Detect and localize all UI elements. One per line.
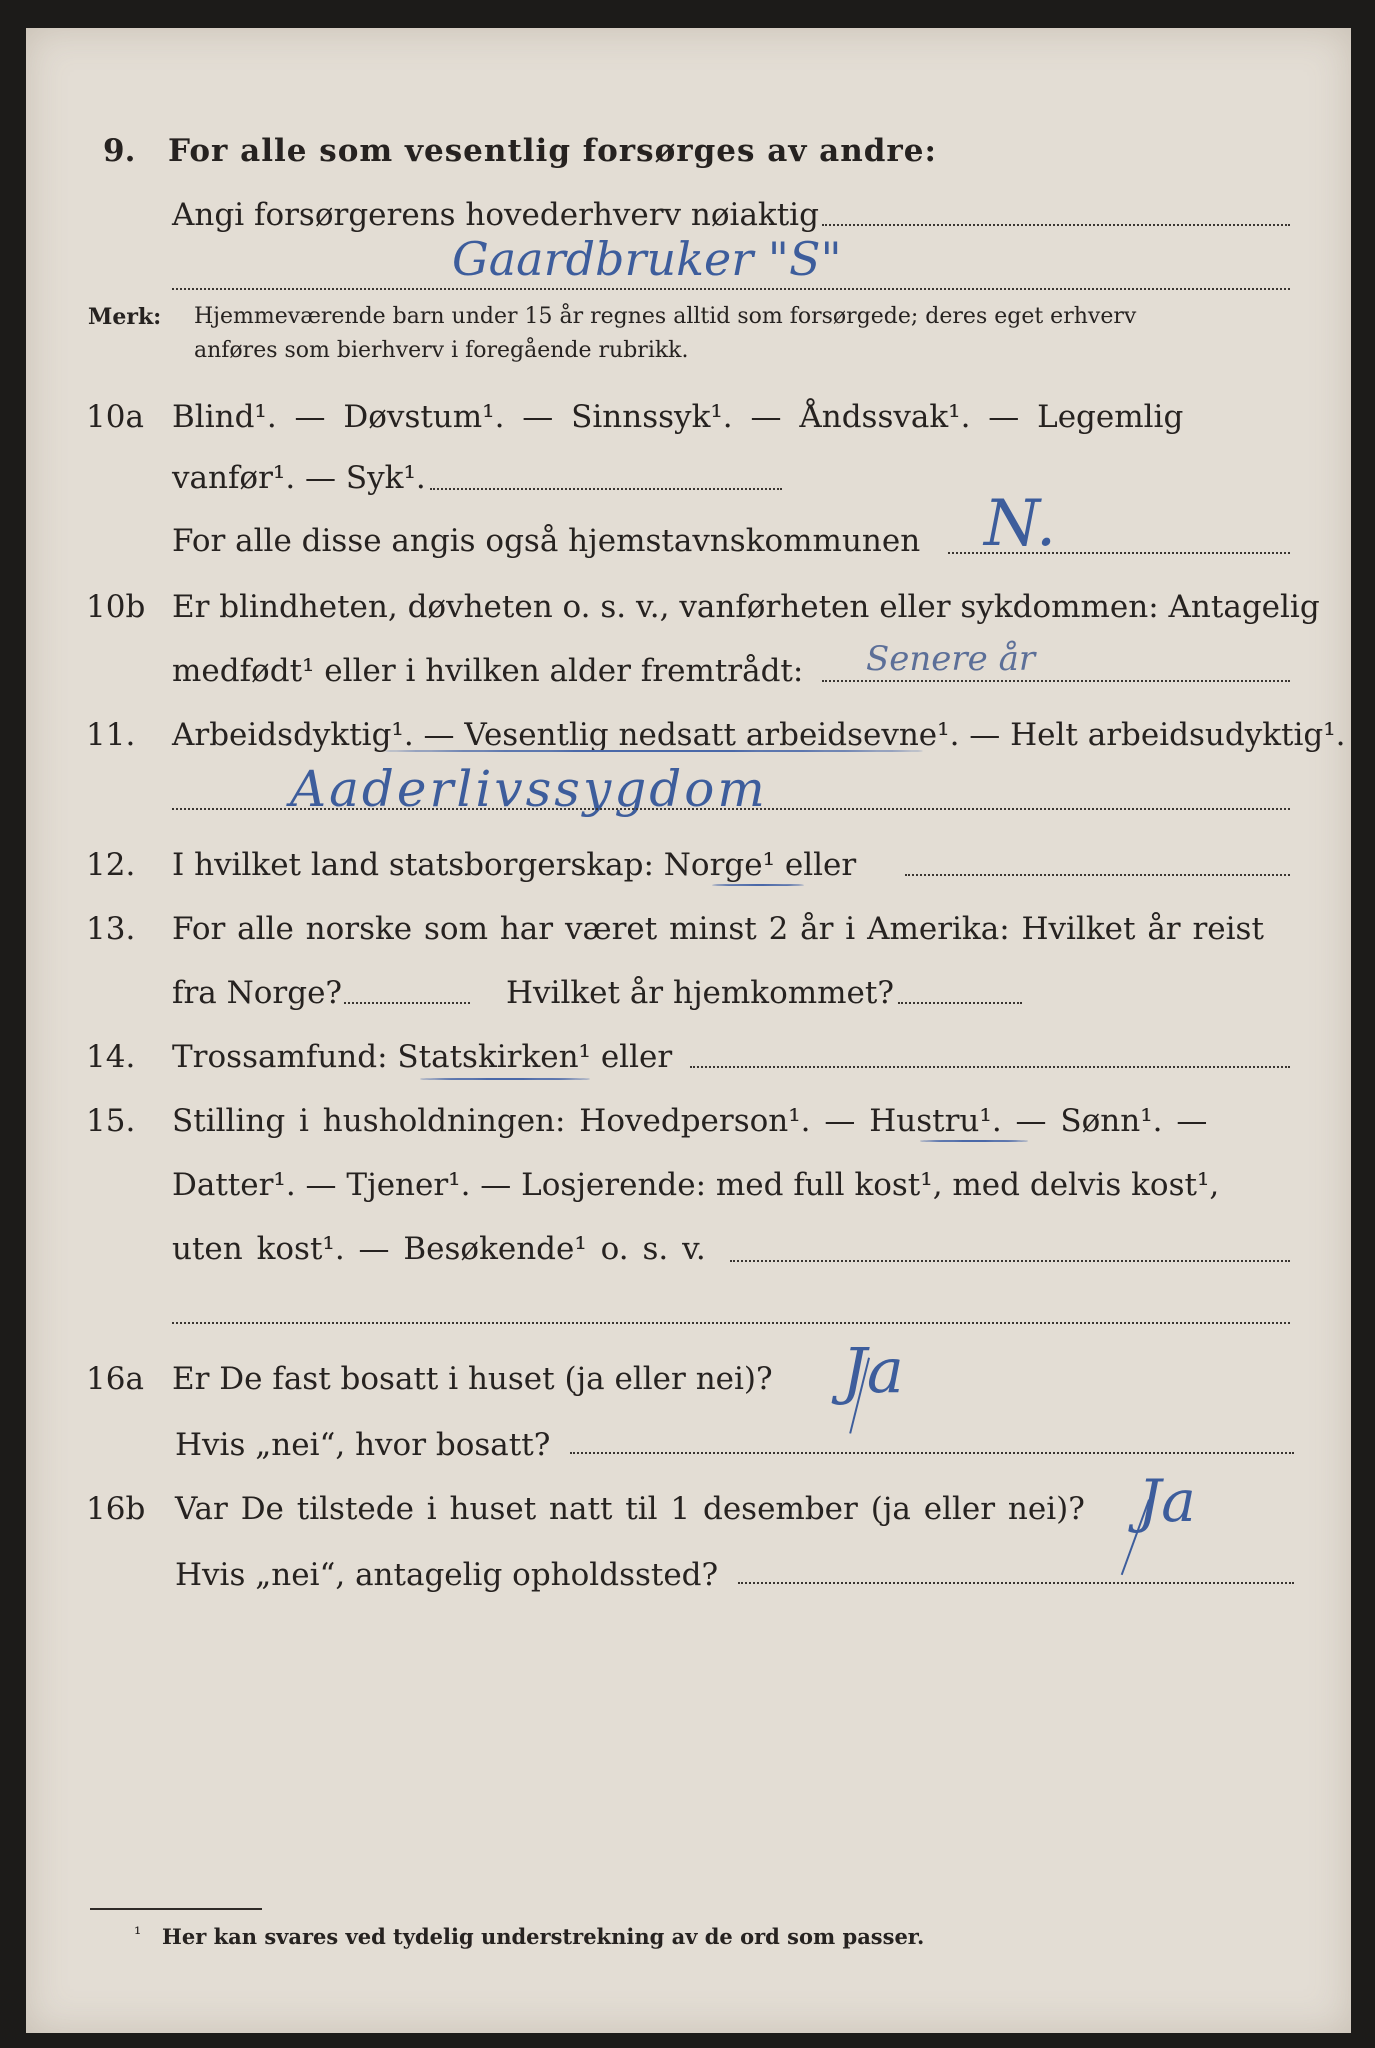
q13-line-1: For alle norske som har været minst 2 år i Amerika: Hvilket år reist — [172, 911, 1264, 947]
merk-line-1: Hjemmeværende barn under 15 år regnes alltid som forsørgede; deres eget erhverv — [194, 304, 1137, 329]
q13-fill-line-1 — [344, 1002, 470, 1004]
footnote-text: Her kan svares ved tydelig understrekning av de ord som passer. — [162, 1924, 925, 1949]
q16b-line-1: Var De tilstede i huset natt til 1 desember (ja eller nei)? — [175, 1491, 1085, 1527]
q16b-fill-line — [738, 1582, 1294, 1584]
q15-pen-underline — [920, 1140, 1028, 1142]
q14-pen-underline — [420, 1078, 590, 1080]
q13-fill-line-2 — [898, 1002, 1022, 1004]
merk-line-2: anføres som bierhverv i foregående rubrikk. — [194, 338, 689, 363]
q16b-number: 16b — [86, 1491, 146, 1527]
q16a-number: 16a — [86, 1361, 144, 1397]
q13-line-2b: Hvilket år hjemkommet? — [506, 975, 894, 1011]
q15-fill-line-1 — [730, 1260, 1290, 1262]
q15-fill-line-2 — [172, 1322, 1290, 1324]
q11-number: 11. — [86, 717, 136, 753]
q10b-line-2: medfødt¹ eller i hvilken alder fremtrådt: — [172, 653, 804, 689]
q10a-fill-line-1 — [430, 488, 782, 490]
q9-title: For alle som vesentlig forsørges av andre: — [168, 133, 937, 169]
q15-number: 15. — [86, 1103, 136, 1139]
q13-number: 13. — [86, 911, 136, 947]
q11-line-1: Arbeidsdyktig¹. — Vesentlig nedsatt arbeidsevne¹. — Helt arbeidsudyktig¹. — [172, 717, 1346, 753]
q16a-fill-line — [570, 1452, 1294, 1454]
q16a-line-2: Hvis „nei“, hvor bosatt? — [175, 1427, 551, 1463]
footnote-rule — [90, 1908, 262, 1910]
q15-line-2: Datter¹. — Tjener¹. — Losjerende: med full kost¹, med delvis kost¹, — [172, 1167, 1220, 1203]
q11-pen-underline — [385, 750, 923, 752]
q14-number: 14. — [86, 1039, 136, 1075]
q15-line-1: Stilling i husholdningen: Hovedperson¹. — Hustru¹. — Sønn¹. — — [172, 1103, 1208, 1139]
q10a-line-1: Blind¹. — Døvstum¹. — Sinnssyk¹. — Åndssvak¹. — Legemlig — [172, 399, 1184, 435]
q9-fill-line-1 — [822, 224, 1290, 226]
q10a-handwritten-answer: N. — [984, 487, 1057, 561]
q9-prompt: Angi forsørgerens hovederhverv nøiaktig — [172, 197, 819, 233]
q12-line-1: I hvilket land statsborgerskap: Norge¹ eller — [172, 847, 857, 883]
q10b-line-1: Er blindheten, døvheten o. s. v., vanførheten eller sykdommen: Antagelig — [172, 589, 1320, 625]
q13-line-2a: fra Norge? — [172, 975, 343, 1011]
q9-fill-line-2 — [172, 288, 1290, 290]
q15-line-3: uten kost¹. — Besøkende¹ o. s. v. — [172, 1231, 706, 1267]
q16b-handwritten-answer: Ja — [1138, 1467, 1196, 1535]
q16b-line-2: Hvis „nei“, antagelig opholdssted? — [175, 1557, 719, 1593]
q12-fill-line — [905, 874, 1290, 876]
q10b-handwritten-answer: Senere år — [866, 639, 1036, 679]
q12-pen-underline — [712, 884, 804, 886]
q11-fill-line — [172, 808, 1290, 810]
q14-fill-line — [690, 1066, 1290, 1068]
q16a-handwritten-answer: Ja — [842, 1334, 904, 1407]
q14-line-1: Trossamfund: Statskirken¹ eller — [172, 1039, 673, 1075]
footnote-mark: ¹ — [134, 1924, 142, 1945]
q12-number: 12. — [86, 847, 136, 883]
q10a-line-2: vanfør¹. — Syk¹. — [172, 460, 426, 496]
q11-handwritten-answer: Aaderlivssygdom — [290, 760, 768, 818]
q10b-fill-line — [822, 680, 1290, 682]
q10b-number: 10b — [86, 589, 146, 625]
q10a-line-3: For alle disse angis også hjemstavnskommunen — [172, 523, 921, 559]
q16a-line-1: Er De fast bosatt i huset (ja eller nei)? — [172, 1361, 773, 1397]
merk-label: Merk: — [88, 304, 162, 330]
q10a-number: 10a — [86, 399, 144, 435]
q9-number: 9. — [103, 133, 136, 169]
q9-handwritten-answer: Gaardbruker "S" — [452, 232, 842, 286]
